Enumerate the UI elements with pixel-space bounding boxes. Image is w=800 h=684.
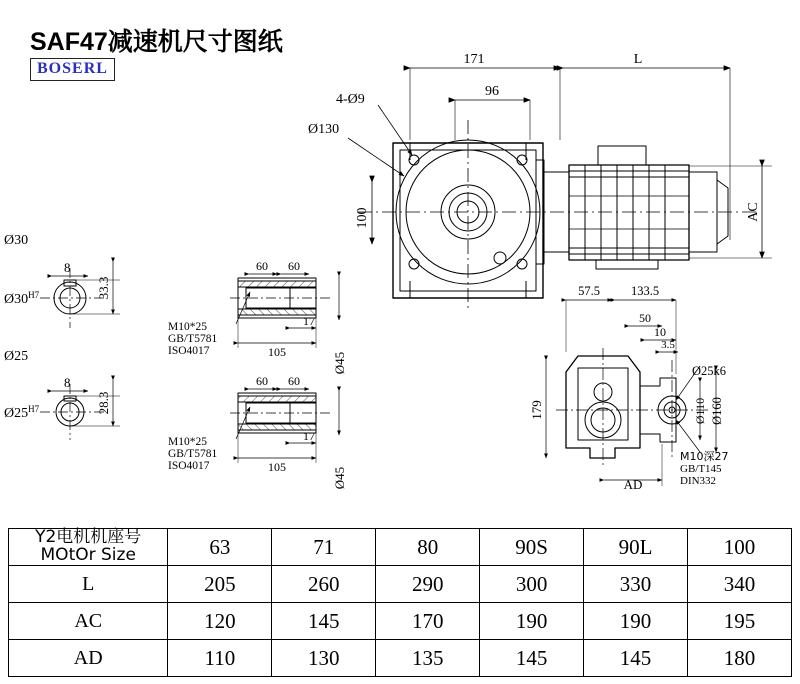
hs2-dim-d45: Ø45 — [332, 466, 347, 490]
dim-133-5: 133.5 — [630, 284, 660, 298]
cell-AC-63: 120 — [168, 603, 272, 640]
dim-AC: AC — [746, 202, 761, 222]
cell-AC-71: 145 — [272, 603, 376, 640]
table-row — [9, 566, 792, 603]
cell-size-90l: 90L — [584, 529, 688, 566]
cell-AC-80: 170 — [376, 603, 480, 640]
row-header-line1: Y2电机机座号 — [35, 527, 142, 548]
cell-AD-90s: 145 — [480, 640, 584, 677]
dim-50: 50 — [639, 311, 651, 325]
table-row — [9, 640, 792, 677]
hs2-dim-a: 60 — [256, 374, 268, 388]
row-header-AD: AD — [9, 640, 168, 677]
hs2-dim-17: 17 — [303, 429, 315, 443]
hs1-dim-105: 105 — [268, 345, 286, 359]
shaft2-label-top: Ø25 — [4, 349, 29, 364]
cell-L-63: 205 — [168, 566, 272, 603]
hs1-note2: GB/T5781 — [168, 333, 218, 345]
bolt-note-3: DIN332 — [680, 475, 717, 487]
row-header-L: L — [9, 566, 168, 603]
hs1-note3: ISO4017 — [168, 345, 210, 357]
shaft1-key-width: 8 — [64, 260, 71, 275]
hs1-dim-d45: Ø45 — [332, 351, 347, 375]
cell-size-90s: 90S — [480, 529, 584, 566]
hs2-dim-b: 60 — [288, 374, 300, 388]
shaft1-height: 33.3 — [96, 276, 111, 300]
cell-L-100: 340 — [688, 566, 792, 603]
cell-size-63: 63 — [168, 529, 272, 566]
spec-table — [8, 528, 792, 677]
shaft1-label-bottom: $Ø30^{H7}$ — [4, 290, 40, 307]
cell-size-80: 80 — [376, 529, 480, 566]
cell-size-71: 71 — [272, 529, 376, 566]
dim-96: 96 — [485, 84, 499, 99]
bolt-note-2: GB/T145 — [680, 463, 722, 475]
dim-57-5: 57.5 — [578, 284, 600, 298]
shaft1-label-top: Ø30 — [4, 233, 29, 248]
hs2-note1: M10*25 — [168, 436, 207, 448]
cell-AC-100: 195 — [688, 603, 792, 640]
page-title: SAF47减速机尺寸图纸 — [30, 28, 283, 56]
row-header-line2: MOtOr Size — [40, 545, 136, 565]
dim-10: 10 — [654, 325, 666, 339]
cell-size-100: 100 — [688, 529, 792, 566]
hs2-note2: GB/T5781 — [168, 448, 218, 460]
brand-logo: BOSERL — [30, 58, 115, 81]
cell-AD-71: 130 — [272, 640, 376, 677]
bolt-note-1: M10深27 — [680, 450, 729, 463]
dim-4-d9: 4-Ø9 — [336, 92, 365, 107]
dim-3-5: 3.5 — [661, 339, 675, 351]
cell-AD-100: 180 — [688, 640, 792, 677]
dim-d110: Ø110 — [693, 397, 707, 425]
cell-L-90l: 330 — [584, 566, 688, 603]
cell-AC-90l: 190 — [584, 603, 688, 640]
cell-L-71: 260 — [272, 566, 376, 603]
dim-d160: Ø160 — [710, 397, 724, 425]
row-header-AC: AC — [9, 603, 168, 640]
hs1-note1: M10*25 — [168, 321, 207, 333]
shaft2-label-bottom: $Ø25^{H7}$ — [4, 404, 40, 421]
table-row — [9, 603, 792, 640]
table-row — [9, 529, 792, 566]
dim-179: 179 — [529, 400, 544, 420]
dim-d130: Ø130 — [308, 122, 340, 137]
shaft2-height: 28.3 — [96, 391, 111, 415]
cell-L-80: 290 — [376, 566, 480, 603]
cell-AD-63: 110 — [168, 640, 272, 677]
hs2-dim-105: 105 — [268, 460, 286, 474]
hs2-note3: ISO4017 — [168, 460, 210, 472]
hs1-dim-17: 17 — [303, 314, 315, 328]
dim-171: 171 — [463, 52, 485, 67]
dim-d25k6: Ø25k6 — [692, 364, 727, 378]
shaft2-key-width: 8 — [64, 375, 71, 390]
hs1-dim-a: 60 — [256, 259, 268, 273]
cell-AD-90l: 145 — [584, 640, 688, 677]
cell-AC-90s: 190 — [480, 603, 584, 640]
dim-100: 100 — [355, 207, 370, 229]
cell-L-90s: 300 — [480, 566, 584, 603]
cell-AD-80: 135 — [376, 640, 480, 677]
hs1-dim-b: 60 — [288, 259, 300, 273]
row-header-motor-size — [9, 529, 168, 566]
dim-AD: AD — [623, 477, 643, 492]
dim-L: L — [633, 52, 643, 67]
